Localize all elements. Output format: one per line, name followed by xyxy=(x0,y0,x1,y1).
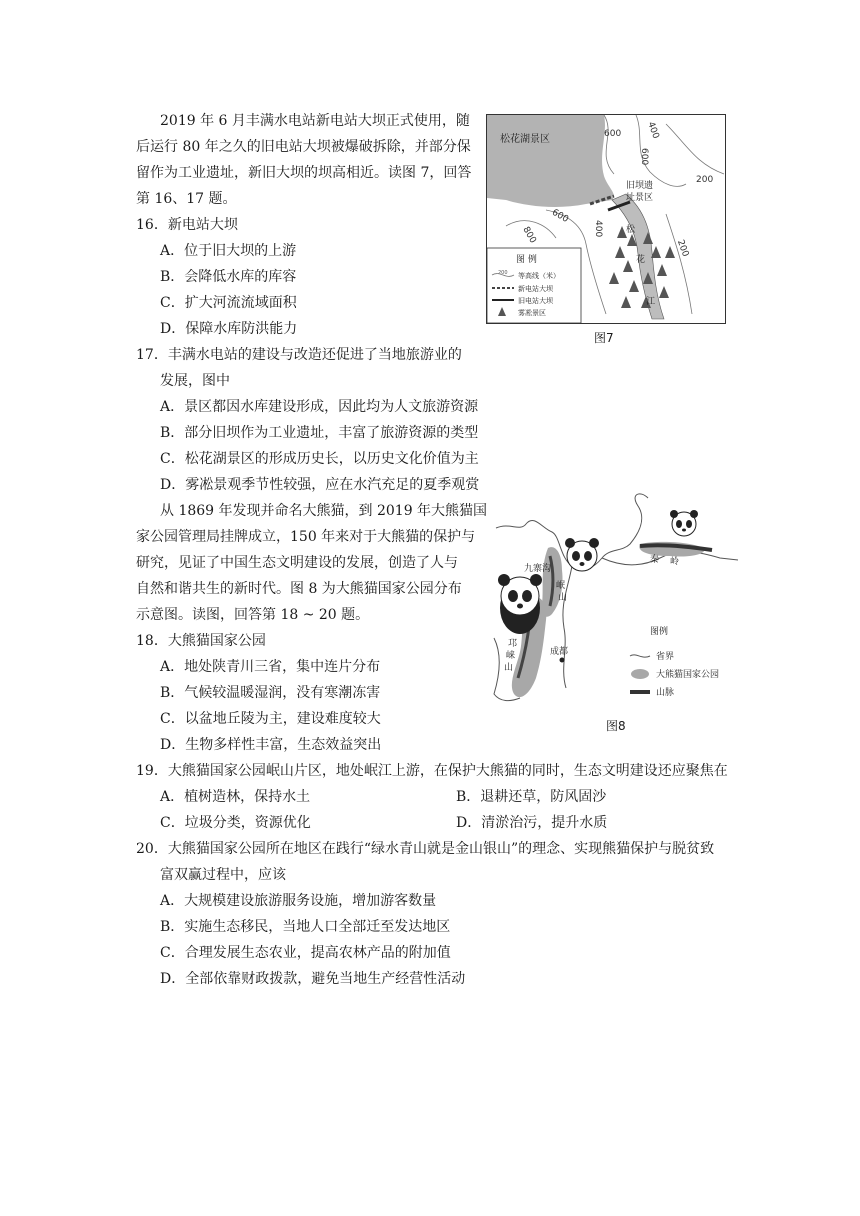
legend-item: 大熊猫国家公园 xyxy=(656,670,720,680)
dam-label-2: 址景区 xyxy=(626,193,654,203)
contour-label: 400 xyxy=(645,120,661,141)
intro1-line-1: 2019 年 6 月丰满水电站新电站大坝正式使用，随 xyxy=(160,113,470,129)
minshan-label-2: 山 xyxy=(558,593,568,603)
q16-option-b[interactable]: B．会降低水库的库容 xyxy=(160,269,297,285)
qionglai-label-2: 崃 xyxy=(506,651,516,661)
contour-label: 600 xyxy=(550,207,570,225)
q20-option-b[interactable]: B．实施生态移民，当地人口全部迁至发达地区 xyxy=(160,919,451,935)
contour-label: 600 xyxy=(604,129,622,139)
qinling-label-1: 秦 xyxy=(650,555,660,565)
intro2-line-5: 示意图。读图，回答第 18 ~ 20 题。 xyxy=(136,607,370,623)
q17-option-b[interactable]: B．部分旧坝作为工业遗址，丰富了旅游资源的类型 xyxy=(160,425,479,441)
dam-label-1: 旧坝遗 xyxy=(626,181,654,191)
contour-label: 400 xyxy=(593,220,603,238)
legend-item: 省界 xyxy=(656,652,675,662)
q18-option-d[interactable]: D．生物多样性丰富，生态效益突出 xyxy=(160,737,382,753)
q18-option-a[interactable]: A．地处陕青川三省，集中连片分布 xyxy=(160,659,381,675)
river-char-3: 江 xyxy=(646,297,656,307)
chengdu-marker xyxy=(560,658,565,663)
legend-item: 等高线（米） xyxy=(518,272,560,280)
intro1-line-3: 留作为工业遗址，新旧大坝的坝高相近。读图 7，回答 xyxy=(136,165,472,181)
legend-park-sample xyxy=(631,669,649,679)
q20-option-c[interactable]: C．合理发展生态农业，提高农林产品的附加值 xyxy=(160,945,451,961)
intro1-line-4: 第 16、17 题。 xyxy=(136,191,237,207)
q16-option-a[interactable]: A．位于旧大坝的上游 xyxy=(160,243,297,259)
q18-option-c[interactable]: C．以盆地丘陵为主，建设难度较大 xyxy=(160,711,381,727)
legend-item: 山脉 xyxy=(656,688,675,698)
q20-option-a[interactable]: A．大规模建设旅游服务设施，增加游客数量 xyxy=(160,893,437,909)
q18-option-b[interactable]: B．气候较温暖湿润，没有寒潮冻害 xyxy=(160,685,381,701)
intro2-line-2: 家公园管理局挂牌成立，150 年来对于大熊猫的保护与 xyxy=(136,529,476,545)
legend-item: 新电站大坝 xyxy=(518,285,553,293)
contour-label: 600 xyxy=(639,148,649,166)
q17-stem-line-1: 17．丰满水电站的建设与改造还促进了当地旅游业的 xyxy=(136,347,462,363)
q16-option-d[interactable]: D．保障水库防洪能力 xyxy=(160,321,298,337)
legend-item: 旧电站大坝 xyxy=(518,297,553,305)
q19-stem: 19．大熊猫国家公园岷山片区，地处岷江上游，在保护大熊猫的同时，生态文明建设还应聚焦在 xyxy=(136,763,728,779)
lake-area xyxy=(487,115,614,207)
figure-7-map xyxy=(486,114,726,324)
q17-option-a[interactable]: A．景区都因水库建设形成，因此均为人文旅游资源 xyxy=(160,399,479,415)
qionglai-label-3: 山 xyxy=(504,663,514,673)
jiuzhaigou-label: 九寨沟 xyxy=(524,564,552,574)
legend-contour-value: 200 xyxy=(498,270,508,276)
contour-label: 200 xyxy=(696,175,714,185)
q20-stem-line-1: 20．大熊猫国家公园所在地区在践行“绿水青山就是金山银山”的理念、实现熊猫保护与脱贫致 xyxy=(136,841,715,857)
minshan-label-1: 岷 xyxy=(556,581,566,591)
river-char-1: 松 xyxy=(626,225,636,235)
figure-8-map xyxy=(490,488,740,710)
panda-icon-1 xyxy=(670,510,698,536)
qionglai-label-1: 邛 xyxy=(508,639,518,649)
q20-stem-line-2: 富双赢过程中，应该 xyxy=(160,867,286,883)
legend-title: 图例 xyxy=(650,627,669,637)
qinling-label-2: 岭 xyxy=(670,557,680,567)
legend-title: 图 例 xyxy=(516,255,537,265)
contour-label: 200 xyxy=(674,238,691,259)
lake-label: 松花湖景区 xyxy=(500,134,550,145)
chengdu-label: 成都 xyxy=(550,647,569,657)
q19-option-d[interactable]: D．清淤治污，提升水质 xyxy=(456,815,608,831)
q19-option-c[interactable]: C．垃圾分类，资源优化 xyxy=(160,815,311,831)
intro2-line-1: 从 1869 年发现并命名大熊猫，到 2019 年大熊猫国 xyxy=(160,503,488,519)
intro2-line-4: 自然和谐共生的新时代。图 8 为大熊猫国家公园分布 xyxy=(136,581,462,597)
intro1-line-2: 后运行 80 年之久的旧电站大坝被爆破拆除，并部分保 xyxy=(136,139,471,155)
legend-item: 雾凇景区 xyxy=(518,309,546,317)
intro2-line-3: 研究，见证了中国生态文明建设的发展，创造了人与 xyxy=(136,555,458,571)
legend-boundary-sample xyxy=(630,655,650,657)
q16-stem: 16．新电站大坝 xyxy=(136,217,238,233)
q16-option-c[interactable]: C．扩大河流流域面积 xyxy=(160,295,297,311)
q17-option-c[interactable]: C．松花湖景区的形成历史长，以历史文化价值为主 xyxy=(160,451,479,467)
q20-option-d[interactable]: D．全部依靠财政拨款，避免当地生产经营性活动 xyxy=(160,971,466,987)
contour-label: 800 xyxy=(520,225,538,246)
q19-option-b[interactable]: B．退耕还草，防风固沙 xyxy=(456,789,607,805)
q17-stem-line-2: 发展，图中 xyxy=(160,373,230,389)
figure-8-caption: 图8 xyxy=(606,719,626,733)
q17-option-d[interactable]: D．雾凇景观季节性较强，应在水汽充足的夏季观赏 xyxy=(160,477,480,493)
q18-stem: 18．大熊猫国家公园 xyxy=(136,633,266,649)
river-char-2: 花 xyxy=(636,255,646,265)
q19-option-a[interactable]: A．植树造林，保持水土 xyxy=(160,789,311,805)
figure-7-caption: 图7 xyxy=(594,331,614,345)
